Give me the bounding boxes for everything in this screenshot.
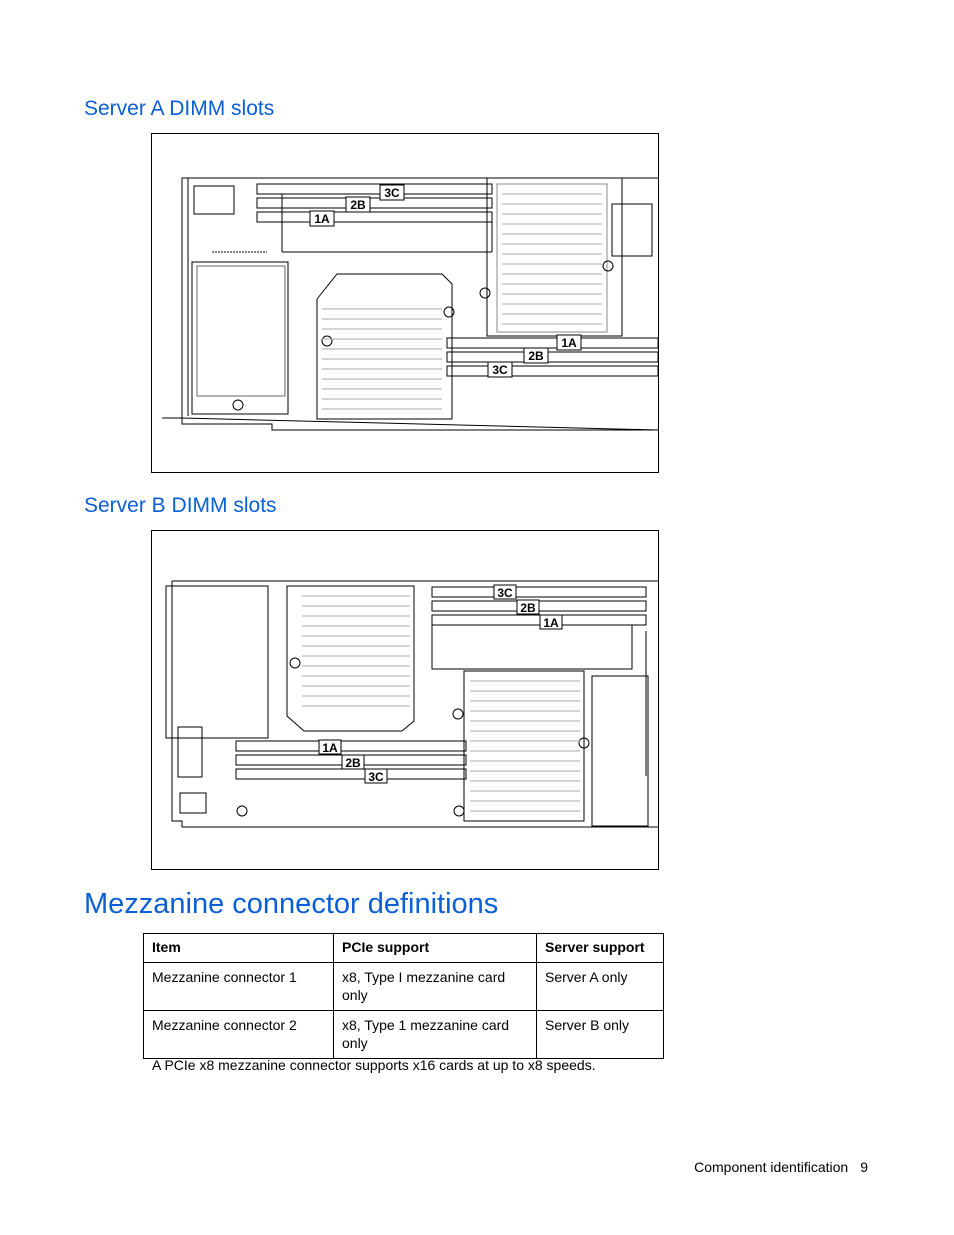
column-header-server: Server support bbox=[537, 934, 664, 963]
dimm-label-2b: 2B bbox=[345, 756, 361, 770]
table-row bbox=[144, 963, 664, 1011]
footer-section: Component identification bbox=[694, 1159, 849, 1175]
dimm-label-3c: 3C bbox=[492, 363, 508, 377]
dimm-label-3c: 3C bbox=[368, 770, 384, 784]
cell-item: Mezzanine connector 2 bbox=[144, 1011, 334, 1059]
cell-item: Mezzanine connector 1 bbox=[144, 963, 334, 1011]
mezzanine-note: A PCIe x8 mezzanine connector supports x16 cards at up to x8 speeds. bbox=[152, 1057, 596, 1073]
mezzanine-table bbox=[143, 933, 664, 1059]
dimm-label-2b: 2B bbox=[520, 601, 536, 615]
table-row bbox=[144, 1011, 664, 1059]
dimm-label-1a: 1A bbox=[543, 616, 559, 630]
column-header-pcie: PCIe support bbox=[334, 934, 537, 963]
cell-server: Server B only bbox=[537, 1011, 664, 1059]
section-b-title: Server B DIMM slots bbox=[84, 494, 277, 517]
column-header-item: Item bbox=[144, 934, 334, 963]
dimm-label-2b: 2B bbox=[528, 349, 544, 363]
dimm-label-3c: 3C bbox=[497, 586, 513, 600]
table-header-row bbox=[144, 934, 664, 963]
dimm-label-2b: 2B bbox=[350, 198, 366, 212]
dimm-label-1a: 1A bbox=[561, 336, 577, 350]
page-number: 9 bbox=[860, 1159, 868, 1175]
server-b-diagram bbox=[151, 530, 659, 870]
cell-server: Server A only bbox=[537, 963, 664, 1011]
page-footer bbox=[694, 1159, 868, 1175]
cell-pcie: x8, Type I mezzanine card only bbox=[334, 963, 537, 1011]
dimm-label-3c: 3C bbox=[384, 186, 400, 200]
server-a-diagram bbox=[151, 133, 659, 473]
section-a-title: Server A DIMM slots bbox=[84, 97, 275, 120]
cell-pcie: x8, Type 1 mezzanine card only bbox=[334, 1011, 537, 1059]
dimm-label-1a: 1A bbox=[322, 741, 338, 755]
mezzanine-title: Mezzanine connector definitions bbox=[84, 888, 499, 920]
dimm-label-1a: 1A bbox=[314, 212, 330, 226]
